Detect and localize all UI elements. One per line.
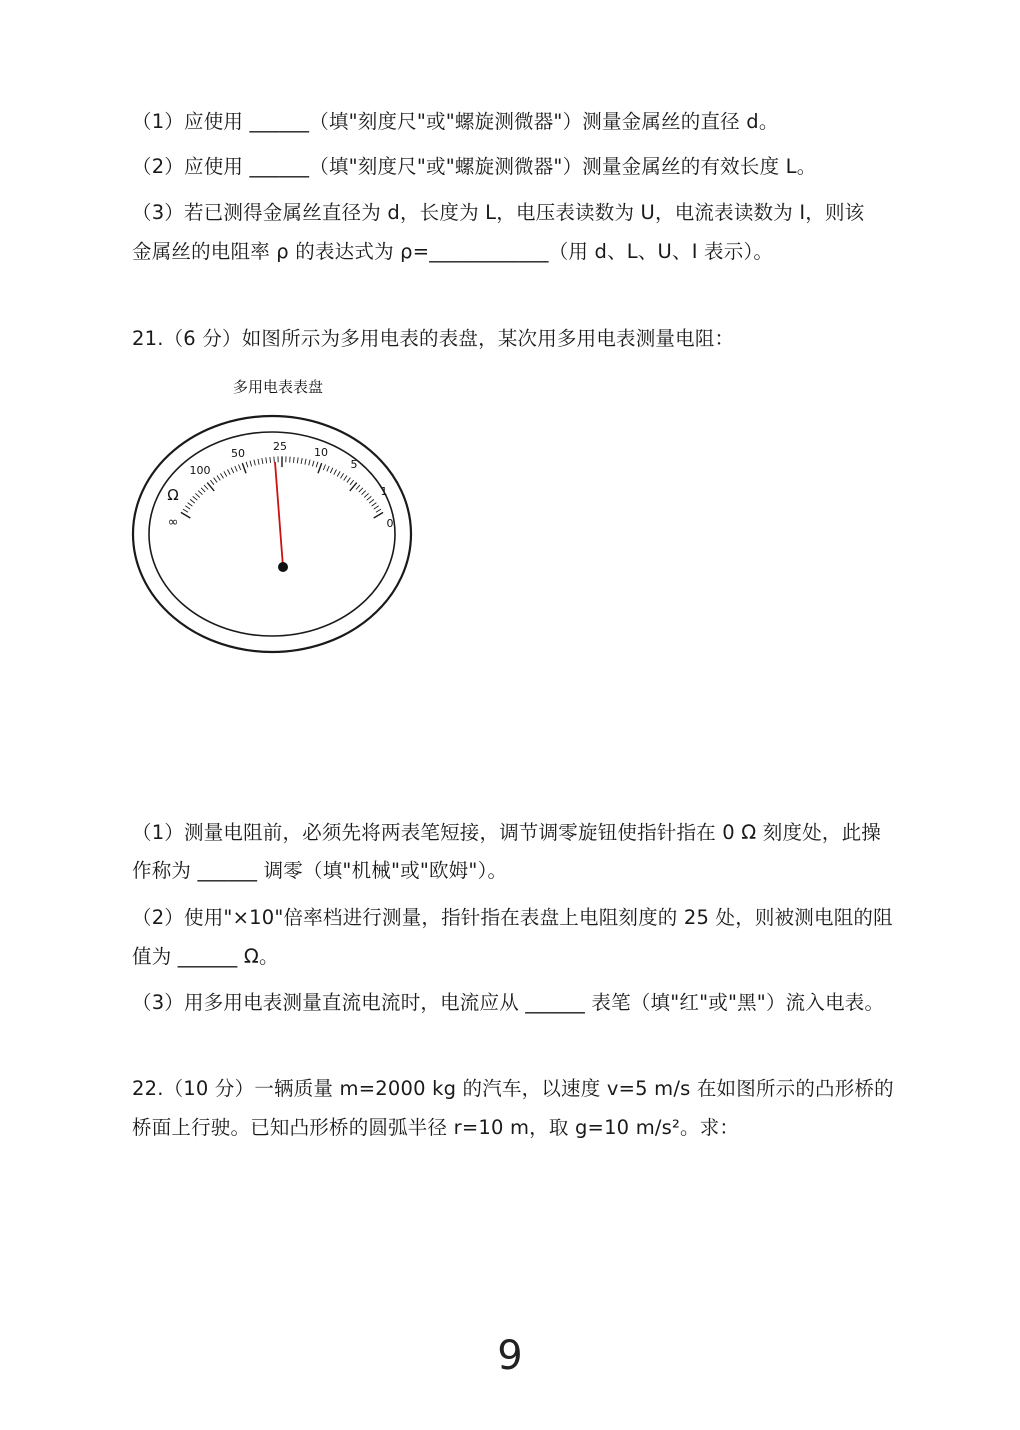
dial-pointer bbox=[275, 462, 283, 567]
q20-sub3-line1: （3）若已测得金属丝直径为 d，长度为 L，电压表读数为 U，电流表读数为 I，则该 bbox=[132, 201, 865, 224]
dial-tick bbox=[246, 462, 248, 468]
dial-tick bbox=[181, 512, 190, 518]
dial-tick bbox=[262, 458, 263, 464]
dial-tick bbox=[254, 460, 255, 466]
dial-tick bbox=[210, 480, 214, 485]
dial-tick bbox=[334, 470, 337, 475]
dial-tick bbox=[190, 499, 195, 503]
dial-tick bbox=[185, 506, 190, 509]
dial-tick bbox=[305, 459, 306, 465]
dial-tick bbox=[359, 488, 363, 492]
dial-tick bbox=[250, 461, 252, 467]
dial-tick bbox=[220, 473, 223, 478]
dial-scale-label: 1 bbox=[380, 485, 388, 498]
dial-tick bbox=[198, 491, 202, 495]
dial-tick bbox=[188, 503, 193, 507]
dial-tick bbox=[297, 457, 298, 463]
dial-tick bbox=[201, 488, 205, 492]
dial-tick bbox=[337, 471, 340, 476]
dial-tick bbox=[350, 480, 354, 485]
dial-tick bbox=[367, 496, 372, 500]
dial-scale-label: 0 bbox=[386, 517, 394, 530]
dial-tick bbox=[309, 460, 310, 466]
q21-sub3: （3）用多用电表测量直流电流时，电流应从 ______ 表笔（填"红"或"黑"）流入电表。 bbox=[132, 991, 885, 1014]
dial-tick bbox=[374, 512, 383, 518]
dial-tick bbox=[270, 457, 271, 463]
pointer-pivot bbox=[278, 562, 288, 572]
dial-tick bbox=[323, 465, 325, 471]
dial-tick bbox=[242, 463, 246, 473]
dial-tick bbox=[214, 478, 218, 483]
dial-scale-label: 5 bbox=[350, 458, 358, 471]
dial-tick bbox=[372, 503, 377, 507]
dial-tick bbox=[301, 458, 302, 464]
dial-tick bbox=[239, 465, 241, 471]
dial-tick bbox=[316, 462, 318, 468]
dial-tick bbox=[369, 499, 374, 503]
q20-sub1: （1）应使用 ______（填"刻度尺"或"螺旋测微器"）测量金属丝的直径 d。 bbox=[132, 110, 779, 133]
dial-tick bbox=[327, 466, 329, 471]
dial-tick bbox=[228, 470, 231, 475]
q21-sub1-line1: （1）测量电阻前，必须先将两表笔短接，调节调零旋钮使指针指在 0 Ω 刻度处，此操 bbox=[132, 821, 882, 844]
dial-tick bbox=[193, 496, 198, 500]
dial-tick bbox=[231, 468, 234, 473]
dial-tick bbox=[183, 509, 188, 512]
dial-tick bbox=[374, 506, 379, 509]
q21-stem: 21.（6 分）如图所示为多用电表的表盘，某次用多用电表测量电阻： bbox=[132, 327, 735, 350]
dial-scale-label: 25 bbox=[273, 440, 287, 453]
q21-sub2-line1: （2）使用"×10"倍率档进行测量，指针指在表盘上电阻刻度的 25 处，则被测电阻的阻 bbox=[132, 906, 893, 929]
q20-sub2: （2）应使用 ______（填"刻度尺"或"螺旋测微器"）测量金属丝的有效长度 L。 bbox=[132, 155, 817, 178]
dial-tick bbox=[266, 457, 267, 463]
dial-scale-label: 100 bbox=[189, 464, 211, 477]
dial-scale-label: 50 bbox=[231, 447, 245, 460]
dial-tick bbox=[195, 493, 199, 497]
dial-tick bbox=[344, 476, 347, 481]
q20-sub3-line2: 金属丝的电阻率 ρ 的表达式为 ρ=____________（用 d、L、U、I 表示）。 bbox=[132, 240, 774, 263]
dial-tick bbox=[318, 463, 322, 473]
dial-outer-rim bbox=[133, 416, 411, 652]
dial-tick bbox=[204, 485, 208, 489]
dial-tick bbox=[312, 461, 314, 467]
dial-inner-rim bbox=[149, 432, 395, 636]
q22-line2: 桥面上行驶。已知凸形桥的圆弧半径 r=10 m，取 g=10 m/s²。求： bbox=[132, 1116, 740, 1139]
dial-tick bbox=[235, 466, 237, 471]
dial-tick bbox=[376, 509, 381, 512]
q21-sub1-line2: 作称为 ______ 调零（填"机械"或"欧姆"）。 bbox=[132, 859, 508, 882]
dial-tick bbox=[341, 473, 344, 478]
dial-tick bbox=[347, 478, 351, 483]
dial-tick bbox=[356, 485, 360, 489]
dial-tick bbox=[330, 468, 333, 473]
q22-line1: 22.（10 分）一辆质量 m=2000 kg 的汽车，以速度 v=5 m/s 在如图所示的凸形桥的 bbox=[132, 1077, 894, 1100]
dial-tick bbox=[364, 493, 368, 497]
multimeter-dial-figure bbox=[128, 364, 428, 664]
q21-sub2-line2: 值为 ______ Ω。 bbox=[132, 945, 279, 968]
dial-tick bbox=[258, 459, 259, 465]
page-number: 9 bbox=[497, 1333, 523, 1379]
dial-tick bbox=[362, 491, 366, 495]
dial-title: 多用电表表盘 bbox=[232, 378, 324, 396]
dial-scale-label: 10 bbox=[314, 446, 328, 459]
ohm-symbol: Ω bbox=[167, 486, 179, 504]
dial-scale-label: ∞ bbox=[167, 515, 179, 530]
dial-tick bbox=[217, 476, 220, 481]
dial-tick bbox=[224, 471, 227, 476]
dial-tick bbox=[294, 457, 295, 463]
